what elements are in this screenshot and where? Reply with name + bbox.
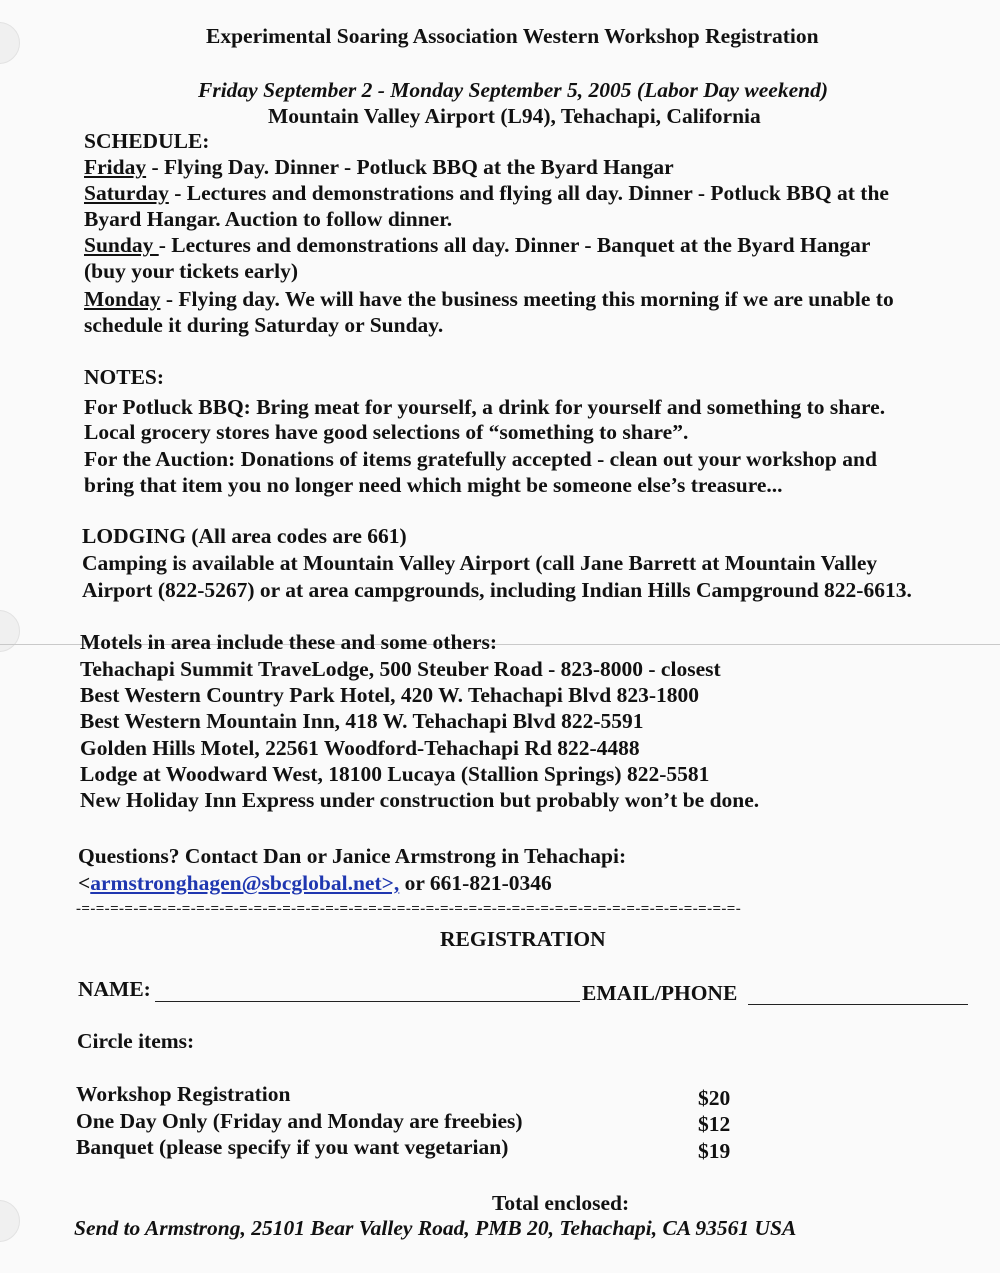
schedule-friday: [84, 156, 674, 180]
registration-heading: REGISTRATION: [440, 927, 606, 951]
monday-text: - Flying day. We will have the business meeting this morning if we are unable to: [160, 287, 894, 311]
circle-items-label: Circle items:: [77, 1029, 195, 1053]
contact-email-line: [78, 872, 552, 896]
registration-item-price: $19: [698, 1139, 731, 1163]
document-title: Experimental Soaring Association Western Workshop Registration: [206, 24, 819, 48]
notes-line: bring that item you no longer need which might be someone else’s treasure...: [84, 473, 783, 497]
motels-heading: Motels in area include these and some others:: [80, 630, 498, 654]
registration-item-label: Workshop Registration: [76, 1082, 291, 1106]
schedule-heading: SCHEDULE:: [84, 129, 210, 153]
saturday-text: - Lectures and demonstrations and flying all day. Dinner - Potluck BBQ at the: [168, 181, 889, 205]
notes-line: For the Auction: Donations of items gratefully accepted - clean out your workshop and: [84, 447, 877, 471]
schedule-sunday-cont: (buy your tickets early): [84, 259, 298, 283]
email-open-bracket: <: [78, 871, 91, 895]
saturday-label: Saturday: [84, 181, 169, 205]
email-phone-label: EMAIL/PHONE: [582, 981, 738, 1005]
schedule-saturday-cont: Byard Hangar. Auction to follow dinner.: [84, 207, 453, 231]
lodging-heading: LODGING (All area codes are 661): [82, 524, 407, 548]
registration-item-price: $12: [698, 1112, 731, 1136]
name-field-line[interactable]: [155, 1001, 580, 1002]
monday-label: Monday: [84, 287, 161, 311]
contact-line: Questions? Contact Dan or Janice Armstrong in Tehachapi:: [78, 844, 627, 868]
schedule-saturday: [84, 182, 889, 206]
sunday-label: Sunday: [84, 233, 159, 257]
schedule-monday-cont: schedule it during Saturday or Sunday.: [84, 313, 444, 337]
contact-phone: or 661-821-0346: [399, 871, 552, 895]
motel-item: Lodge at Woodward West, 18100 Lucaya (Stallion Springs) 822-5581: [80, 762, 710, 786]
motel-item: Best Western Mountain Inn, 418 W. Tehachapi Blvd 822-5591: [80, 709, 644, 733]
registration-item-label: One Day Only (Friday and Monday are freebies): [76, 1109, 523, 1133]
email-phone-field-line[interactable]: [748, 1004, 968, 1005]
notes-line: Local grocery stores have good selections of “something to share”.: [84, 420, 689, 444]
mailing-address: Send to Armstrong, 25101 Bear Valley Road, PMB 20, Tehachapi, CA 93561 USA: [74, 1216, 797, 1240]
event-location: Mountain Valley Airport (L94), Tehachapi, California: [268, 104, 761, 128]
email-link[interactable]: armstronghagen@sbcglobal.net>,: [90, 871, 400, 895]
punch-hole-middle: [0, 610, 20, 652]
separator-line: -=-=-=-=-=-=-=-=-=-=-=-=-=-=-=-=-=-=-=-=-=-=-=-=-=-=-=-=-=-=-=-=-=-=-=-=-=-=-=-=-=-=-=-=-=-=-: [76, 901, 742, 917]
name-label: NAME:: [78, 977, 151, 1001]
punch-hole-bottom: [0, 1200, 20, 1242]
motel-item: Golden Hills Motel, 22561 Woodford-Tehachapi Rd 822-4488: [80, 736, 640, 760]
registration-item-label: Banquet (please specify if you want vegetarian): [76, 1135, 509, 1159]
friday-label: Friday: [84, 155, 147, 179]
notes-heading: NOTES:: [84, 365, 165, 389]
notes-line: For Potluck BBQ: Bring meat for yourself, a drink for yourself and something to share.: [84, 395, 886, 419]
total-enclosed: Total enclosed:: [492, 1191, 630, 1215]
motel-item: Best Western Country Park Hotel, 420 W. Tehachapi Blvd 823-1800: [80, 683, 699, 707]
lodging-line: Airport (822-5267) or at area campgrounds, including Indian Hills Campground 822-6613.: [82, 578, 912, 602]
event-dates: Friday September 2 - Monday September 5, 2005 (Labor Day weekend): [198, 78, 828, 102]
punch-hole-top: [0, 22, 20, 64]
registration-item-price: $20: [698, 1086, 731, 1110]
schedule-monday: [84, 288, 894, 312]
lodging-line: Camping is available at Mountain Valley Airport (call Jane Barrett at Mountain Valley: [82, 551, 878, 575]
schedule-sunday: [84, 234, 870, 258]
motel-item: New Holiday Inn Express under construction but probably won’t be done.: [80, 788, 760, 812]
motel-item: Tehachapi Summit TraveLodge, 500 Steuber Road - 823-8000 - closest: [80, 657, 721, 681]
friday-text: - Flying Day. Dinner - Potluck BBQ at the Byard Hangar: [146, 155, 674, 179]
sunday-text: - Lectures and demonstrations all day. Dinner - Banquet at the Byard Hangar: [158, 233, 871, 257]
